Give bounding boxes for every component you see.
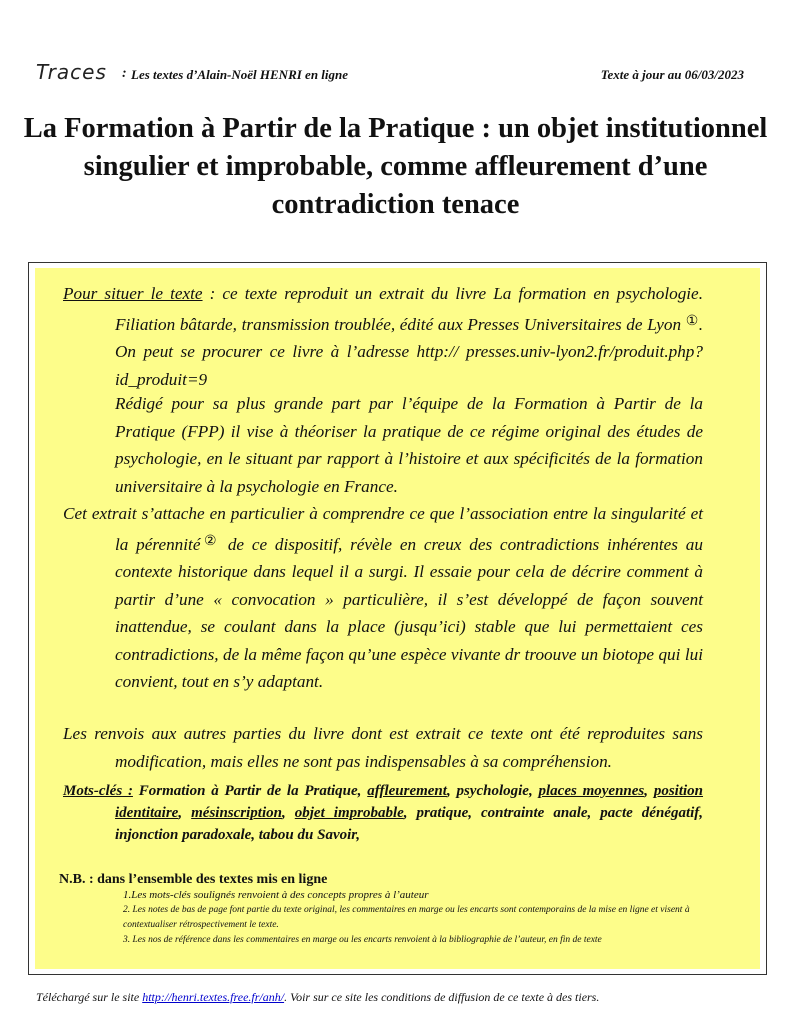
header-colon: : (122, 66, 127, 81)
keyword-underlined: position identitaire (115, 783, 704, 821)
keyword-text: , pratique, contrainte anale, pacte dénégatif, injonction paradoxale, tabou du Savoir, (115, 805, 704, 843)
header-subtitle: Les textes d’Alain-Noël HENRI en ligne (131, 67, 349, 82)
keyword-text: Formation à Partir de la Pratique, (132, 783, 368, 799)
context-label: Pour situer le texte (63, 284, 203, 303)
context-box-background (35, 268, 760, 969)
keyword-text: , psychologie, (446, 783, 539, 799)
keyword-text: , (281, 805, 295, 821)
footer-suffix: . Voir sur ce site les conditions de diffusion de ce texte à des tiers. (284, 990, 600, 1004)
keyword-underlined: mésinscription (191, 805, 282, 821)
keyword-underlined: affleurement (367, 783, 447, 799)
nb-note-1: 1.Les mots-clés soulignés renvoient à des concepts propres à l’auteur (123, 889, 429, 901)
context-paragraph-1b (63, 390, 703, 500)
keywords-label: Mots-clés : (63, 783, 133, 799)
traces-logo: Traces (36, 60, 107, 84)
keyword-text: , (644, 783, 654, 799)
renvois-text: Les renvois aux autres parties du livre dont est extrait ce texte ont été reproduites sans modification, mais elles ne sont pas indispensables à sa compréhension. (63, 724, 703, 771)
footer-site-link[interactable]: http://henri.textes.free.fr/anh/ (142, 990, 285, 1004)
context-paragraph-3 (63, 720, 703, 775)
keyword-underlined: objet improbable (294, 805, 404, 821)
context-text-b: . On peut se procurer ce livre à l’adresse http:// presses.univ-lyon2.fr/produit.php?id_produit=9 (115, 314, 703, 389)
nb-note-3: 3. Les nos de référence dans les commentaires en marge ou les encarts renvoient à la bibliographie de l’auteur, en fin de texte (123, 935, 602, 945)
page-header (36, 58, 744, 88)
context-text-a: : ce texte reproduit un extrait du livre La formation en psychologie. Filiation bâtarde, transmission troublée, édité aux Presses Universitaires de Lyon (115, 284, 703, 334)
context-box (28, 262, 767, 975)
note-mark-1: ① (685, 313, 699, 329)
context-text-c: Rédigé pour sa plus grande part par l’équipe de la Formation à Partir de la Pratique (FPP) il vise à théoriser la pratique de ce régime original des études de psychologie, en le situant par rapport à l’histoire et aux spécificités de la formation universitaire à la psychologie en France. (115, 394, 703, 496)
context-paragraph-2 (63, 500, 703, 696)
context-paragraph-1 (63, 280, 703, 393)
footer-prefix: Téléchargé sur le site (36, 990, 143, 1004)
document-title: La Formation à Partir de la Pratique : un objet institutionnel singulier et improbable, comme affleurement d’une contradiction tenace (23, 113, 768, 220)
keyword-text: , (178, 805, 192, 821)
nb-notes (123, 888, 733, 948)
keyword-underlined: places moyennes (538, 783, 645, 799)
extract-text-b: de ce dispositif, révèle en creux des contradictions inhérentes au contexte historique dans lequel il a surgi. Il essaie pour cela de décrire comment à partir d’une « convocation » particulière, il s’est développé de façon souvent inattendue, se coulant dans la place (jusqu’ici) stable que lui permettaient ces contradictions, de la même façon qu’une espèce vivante dr troouve un biotope qui lui convient, tout en s’y adaptant. (115, 534, 703, 691)
keywords (63, 780, 703, 846)
page-footer (36, 990, 599, 1005)
nb-note-2: 2. Les notes de bas de page font partie du texte original, les commentaires en marge ou les encarts sont contemporains de la mise en ligne et visent à contextualiser rétrospectivement le texte. (123, 905, 690, 930)
header-date: Texte à jour au 06/03/2023 (600, 67, 744, 82)
extract-text-a: Cet extrait s’attache en particulier à comprendre ce que l’association entre la singularité et la pérennité (63, 504, 703, 554)
nb-label: N.B. : dans l’ensemble des textes mis en ligne (59, 872, 328, 887)
note-mark-2: ② (200, 533, 221, 549)
